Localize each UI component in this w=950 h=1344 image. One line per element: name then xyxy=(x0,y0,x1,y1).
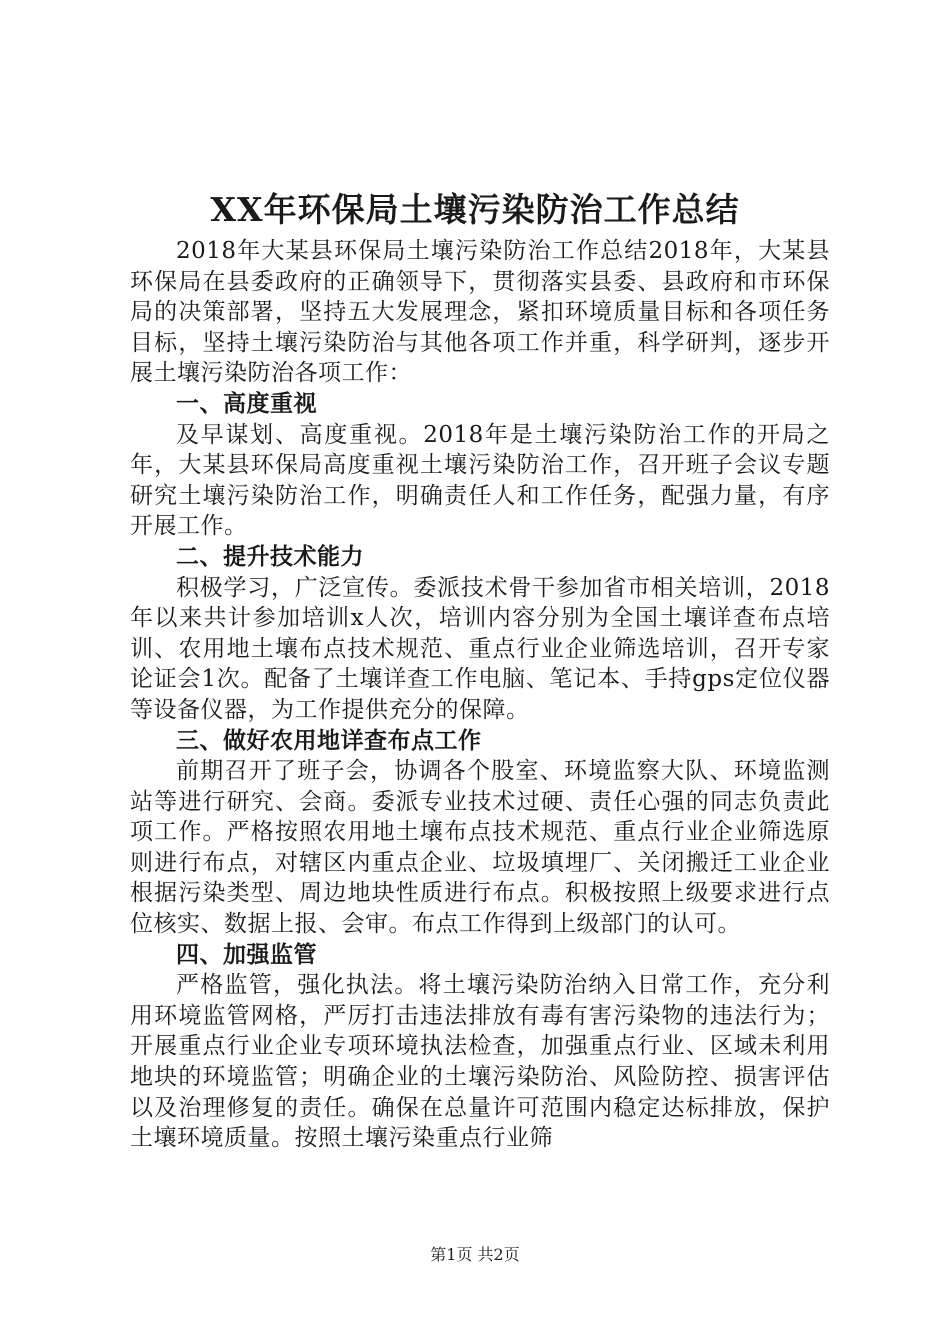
section-paragraph-2: 积极学习，广泛宣传。委派技术骨干参加省市相关培训，2018年以来共计参加培训x人次，培训内容分别为全国土壤详查布点培训、农用地土壤布点技术规范、重点行业企业筛选培训，召开专家论证会1次。配备了土壤详查工作电脑、笔记本、手持gps定位仪器等设备仪器，为工作提供充分的保障。 xyxy=(130,574,830,723)
document-body xyxy=(130,236,830,1154)
section-paragraph-3: 前期召开了班子会，协调各个股室、环境监察大队、环境监测站等进行研究、会商。委派专业技术过硬、责任心强的同志负责此项工作。严格按照农用地土壤布点技术规范、重点行业企业筛选原则进行布点，对辖区内重点企业、垃圾填埋厂、关闭搬迁工业企业根据污染类型、周边地块性质进行布点。积极按照上级要求进行点位核实、数据上报、会审。布点工作得到上级部门的认可。 xyxy=(130,758,830,938)
section-heading-2: 二、提升技术能力 xyxy=(176,542,364,570)
section-paragraph-4: 严格监管，强化执法。将土壤污染防治纳入日常工作，充分利用环境监管网格，严厉打击违法排放有毒有害污染物的违法行为；开展重点行业企业专项环境执法检查，加强重点行业、区域未利用地块的环境监管；明确企业的土壤污染防治、风险防控、损害评估以及治理修复的责任。确保在总量许可范围内稳定达标排放，保护土壤环境质量。按照土壤污染重点行业筛 xyxy=(130,972,830,1152)
section-heading-1: 一、高度重视 xyxy=(176,389,317,417)
page-footer: 第1页 共2页 xyxy=(430,1245,520,1264)
document-title: XX年环保局土壤污染防治工作总结 xyxy=(210,190,740,229)
intro-paragraph: 2018年大某县环保局土壤污染防治工作总结2018年，大某县环保局在县委政府的正确领导下，贯彻落实县委、县政府和市环保局的决策部署，坚持五大发展理念，紧扣环境质量目标和各项任务目标，坚持土壤污染防治与其他各项工作并重，科学研判，逐步开展土壤污染防治各项工作： xyxy=(130,238,830,387)
section-heading-3: 三、做好农用地详查布点工作 xyxy=(176,726,482,754)
section-paragraph-1: 及早谋划、高度重视。2018年是土壤污染防治工作的开局之年，大某县环保局高度重视土壤污染防治工作，召开班子会议专题研究土壤污染防治工作，明确责任人和工作任务，配强力量，有序开展工作。 xyxy=(130,421,830,540)
section-heading-4: 四、加强监管 xyxy=(176,940,317,968)
